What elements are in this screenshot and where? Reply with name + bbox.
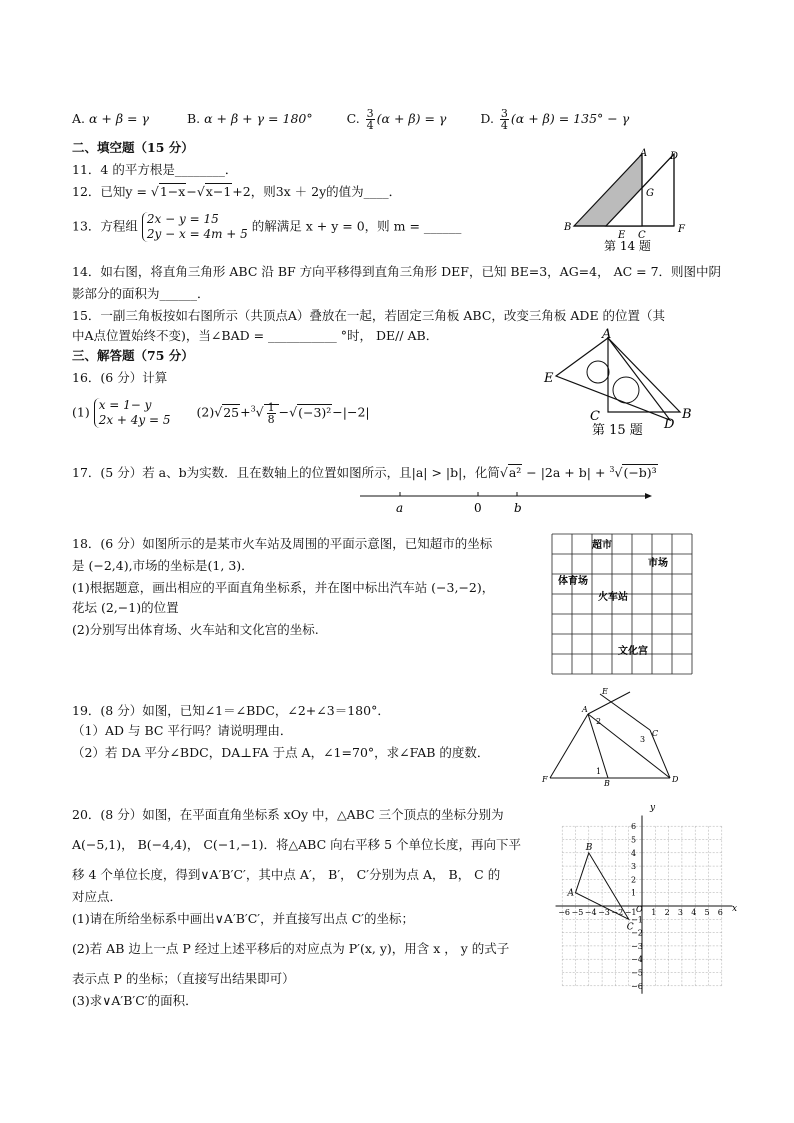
q18-map-grid bbox=[552, 534, 694, 676]
q16-parts: (1) x = 1− y 2x + 4y = 5 (2)√25+$^3$√ $\frac{1}{8}$ −√(−3)²−|−2| bbox=[72, 398, 370, 427]
figure-14 bbox=[560, 148, 700, 258]
x-tick-label: −1 bbox=[624, 908, 637, 917]
label-supermarket: 超市 bbox=[592, 540, 612, 551]
svg-text:1: 1 bbox=[596, 767, 602, 776]
q14-line1: 14．如右图，将直角三角形 ABC 沿 BF 方向平移得到直角三角形 DEF，已知 BE=3，AG=4， AC = 7．则图中阴 bbox=[72, 264, 722, 279]
svg-text:D: D bbox=[670, 151, 679, 162]
q20-line5: (1)请在所给坐标系中画出∨A′B′C′，并直接写出点 C′的坐标； bbox=[72, 911, 415, 926]
svg-text:B: B bbox=[564, 222, 572, 233]
q20-line3: 移 4 个单位长度，得到∨A′B′C′，其中点 A′， B′， C′分别为点 A， B， C 的 bbox=[72, 867, 501, 882]
q20-line6: (2)若 AB 边上一点 P 经过上述平移后的对应点为 P′(x, y)，用含 x ， y 的式子 bbox=[72, 941, 510, 956]
q19-line2: （1）AD 与 BC 平行吗？请说明理由． bbox=[72, 723, 293, 738]
x-tick-label: −5 bbox=[571, 908, 584, 917]
svg-text:G: G bbox=[646, 188, 654, 199]
label-market: 市场 bbox=[648, 558, 668, 569]
x-tick-label: −2 bbox=[611, 908, 624, 917]
q18-line3: (1)根据题意，画出相应的平面直角坐标系，并在图中标出汽车站 (−3,−2)， bbox=[72, 580, 495, 595]
q18-line5: (2)分别写出体育场、火车站和文化宫的坐标. bbox=[72, 622, 319, 637]
y-tick-label: 6 bbox=[631, 822, 637, 832]
figure-19 bbox=[540, 680, 690, 790]
x-tick-label: 1 bbox=[651, 908, 657, 917]
label-stadium: 体育场 bbox=[558, 576, 588, 587]
svg-text:D: D bbox=[664, 417, 675, 432]
x-tick-label: 5 bbox=[704, 908, 710, 917]
section3-title: 三、解答题（75 分） bbox=[72, 348, 194, 363]
svg-text:C: C bbox=[652, 729, 659, 738]
nl-zero: 0 bbox=[474, 501, 482, 515]
figure-15 bbox=[540, 326, 700, 441]
svg-text:D: D bbox=[672, 775, 679, 784]
svg-text:F: F bbox=[678, 224, 685, 235]
section2-title: 二、填空题（15 分） bbox=[72, 140, 194, 155]
fig15-caption: 第 15 题 bbox=[592, 423, 643, 438]
y-tick-label: 2 bbox=[631, 875, 637, 885]
nl-a: a bbox=[396, 501, 404, 515]
q15-line2: 中A点位置始终不变)，当∠BAD = ___________ °时， DE// AB． bbox=[72, 328, 439, 343]
x-tick-label: 2 bbox=[664, 908, 670, 917]
x-tick-label: 6 bbox=[717, 908, 723, 917]
q20-line1: 20．(8 分）如图，在平面直角坐标系 xOy 中，△ABC 三个顶点的坐标分别为 bbox=[72, 807, 504, 822]
figure-20-coordinate-grid bbox=[556, 800, 742, 996]
label-palace: 文化宫 bbox=[618, 646, 648, 657]
y-tick-label: −4 bbox=[631, 955, 643, 965]
svg-text:A: A bbox=[640, 148, 648, 159]
fig14-caption: 第 14 题 bbox=[604, 239, 651, 253]
q13: 13．方程组 2x − y = 15 2y − x = 4m + 5 的解满足 x + y = 0，则 m = ______ bbox=[72, 212, 462, 241]
q18-line1: 18．(6 分）如图所示的是某市火车站及周围的平面示意图，已知超市的坐标 bbox=[72, 536, 493, 551]
q20-line7: 表示点 P 的坐标；（直接写出结果即可） bbox=[72, 971, 295, 986]
q12: 12．已知y = √1−x−√x−1+2，则3x ＋ 2y的值为____． bbox=[72, 184, 402, 199]
q10-options: A. α + β = γ B. α + β + γ = 180° C. $\frac{3}{4}$ (α + β) = γ D. $\frac{3}{4}$ (α + β) = 135° − γ bbox=[72, 107, 630, 132]
x-tick-label: 3 bbox=[677, 908, 683, 917]
svg-text:B: B bbox=[585, 842, 593, 853]
svg-text:C: C bbox=[638, 230, 646, 241]
svg-text:y: y bbox=[650, 803, 656, 813]
svg-text:B: B bbox=[682, 407, 692, 422]
q18-line4: 花坛 (2,−1)的位置 bbox=[72, 600, 179, 615]
svg-text:A: A bbox=[602, 327, 612, 342]
q18-line2: 是 (−2,4),市场的坐标是(1, 3)． bbox=[72, 558, 254, 573]
svg-text:x: x bbox=[732, 904, 738, 914]
y-tick-label: 1 bbox=[631, 888, 637, 898]
x-tick-label: −3 bbox=[598, 908, 610, 917]
q19-line3: （2）若 DA 平分∠BDC，DA⊥FA 于点 A，∠1=70°，求∠FAB 的度数． bbox=[72, 745, 490, 760]
y-tick-label: −5 bbox=[631, 968, 643, 978]
svg-text:A: A bbox=[567, 888, 574, 899]
svg-text:2: 2 bbox=[596, 717, 602, 726]
label-station: 火车站 bbox=[598, 592, 628, 603]
y-tick-label: −1 bbox=[631, 915, 643, 925]
svg-text:E: E bbox=[618, 230, 626, 241]
y-tick-label: 4 bbox=[631, 848, 637, 858]
q14-line2: 影部分的面积为______． bbox=[72, 286, 210, 301]
y-tick-label: −3 bbox=[631, 941, 643, 951]
nl-b: b bbox=[514, 501, 522, 515]
svg-text:C: C bbox=[626, 922, 634, 933]
svg-text:3: 3 bbox=[640, 735, 646, 744]
y-tick-label: 3 bbox=[631, 862, 637, 872]
y-tick-label: −6 bbox=[631, 981, 643, 991]
svg-text:E: E bbox=[544, 371, 554, 386]
q20-line2: A(−5,1)， B(−4,4)， C(−1,−1)．将△ABC 向右平移 5 个单位长度，再向下平 bbox=[72, 837, 522, 852]
svg-text:F: F bbox=[542, 775, 548, 784]
q19-line1: 19．(8 分）如图，已知∠1＝∠BDC，∠2+∠3＝180°． bbox=[72, 703, 390, 718]
y-tick-label: 5 bbox=[631, 835, 637, 845]
q15-line1: 15．一副三角板按如右图所示（共顶点A）叠放在一起，若固定三角板 ABC，改变三角板 ADE 的位置（其 bbox=[72, 308, 666, 323]
q17: 17．(5 分）若 a、b为实数．且在数轴上的位置如图所示，且|a| > |b|，化简√a² − |2a + b| + $^3$√(−b)³ bbox=[72, 465, 657, 481]
number-line bbox=[360, 488, 650, 518]
q20-line4: 对应点． bbox=[72, 889, 123, 904]
x-tick-label: −4 bbox=[584, 908, 597, 917]
svg-text:B: B bbox=[604, 779, 610, 788]
svg-text:O: O bbox=[636, 905, 643, 914]
svg-text:C: C bbox=[590, 409, 600, 424]
x-tick-label: −6 bbox=[558, 908, 570, 917]
q11: 11．4 的平方根是________． bbox=[72, 162, 238, 177]
y-tick-label: −2 bbox=[631, 928, 643, 938]
x-tick-label: 4 bbox=[691, 908, 697, 917]
svg-text:E: E bbox=[602, 687, 608, 696]
svg-text:A: A bbox=[582, 705, 588, 714]
q20-line8: (3)求∨A′B′C′的面积． bbox=[72, 993, 198, 1008]
q16-title: 16．(6 分）计算 bbox=[72, 370, 168, 385]
